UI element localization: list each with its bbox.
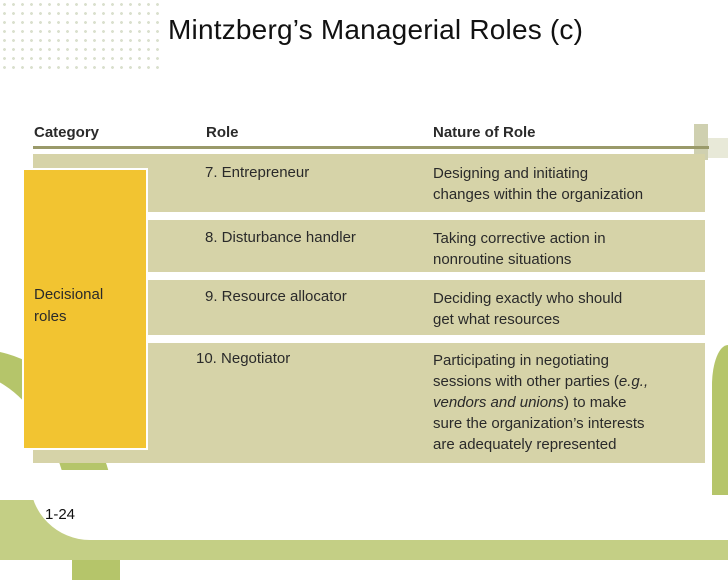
nature-line: changes within the organization [433,186,644,203]
role-negotiator: 10. Negotiator [196,350,291,367]
table-edge-tab-light [708,138,728,158]
nature-italic-text: vendors and unions [433,394,564,411]
nature-line [433,371,703,392]
nature-line: are adequately represented [433,436,617,453]
category-line-2: roles [34,308,67,325]
header-category: Category [34,124,100,141]
nature-italic-text: e.g., [618,373,649,390]
slide-number: 1-24 [45,506,76,523]
nature-line: Deciding exactly who should [433,290,623,307]
nature-line: Designing and initiating [433,165,589,182]
nature-text: sessions with other parties ( [433,373,619,390]
nature-line [433,392,703,413]
nature-line: sure the organization’s interests [433,415,645,432]
nature-line: nonroutine situations [433,251,572,268]
header-role: Role [206,124,239,141]
nature-line: Taking corrective action in [433,230,606,247]
role-disturbance-handler: 8. Disturbance handler [205,229,356,246]
header-divider [33,146,709,149]
nature-resource-allocator [433,288,703,330]
category-label [34,284,103,328]
header-nature: Nature of Role [433,124,536,141]
category-line-1: Decisional [34,286,104,303]
slide-title: Mintzberg’s Managerial Roles (c) [168,14,584,45]
role-entrepreneur: 7. Entrepreneur [205,164,310,181]
nature-entrepreneur [433,163,703,205]
nature-line: Participating in negotiating [433,352,609,369]
role-resource-allocator: 9. Resource allocator [205,288,347,305]
nature-negotiator [433,350,703,455]
nature-text: ) to make [563,394,627,411]
nature-line: get what resources [433,311,560,328]
nature-disturbance-handler [433,228,703,270]
